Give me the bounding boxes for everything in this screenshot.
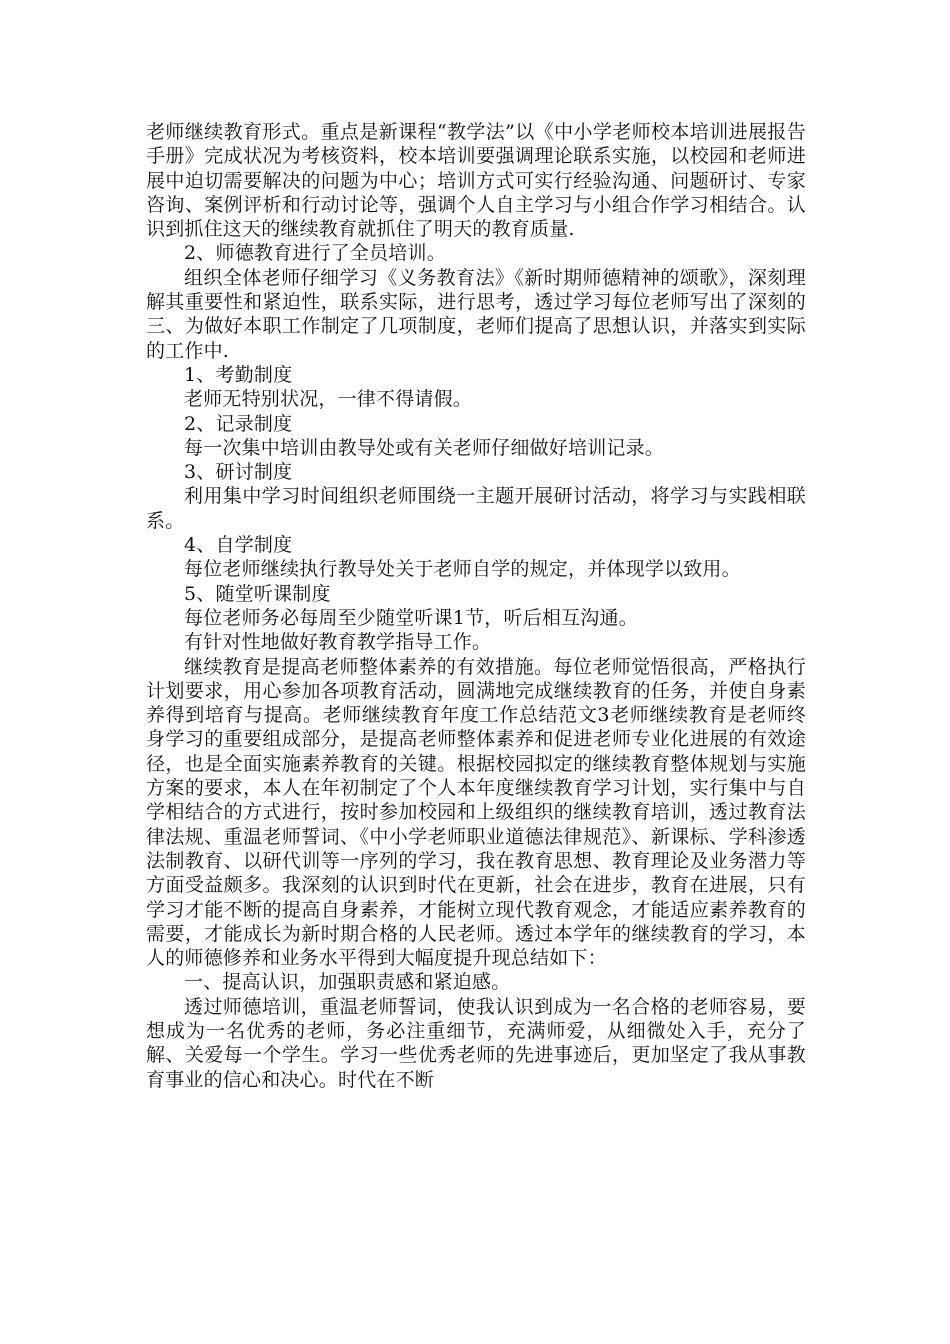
- paragraph-5: 老师无特别状况，一律不得请假。: [184, 388, 473, 411]
- paragraph-13: 每位老师务必每周至少随堂听课1节，听后相互沟通。: [184, 606, 638, 629]
- paragraph-11: 每位老师继续执行教导处关于老师自学的规定，并体现学以致用。: [184, 558, 741, 581]
- paragraph-15: 继续教育是提高老师整体素养的有效措施。每位老师觉悟很高，严格执行计划要求，用心参加各项教育活动，圆满地完成继续教育的任务，并使自身素养得到培育与提高。老师继续教育年度工作总结范文3老师继续教育是老师终身学习的重要组成部分，是提高老师整体素养和促进老师专业化进展的有效途径，也是全面实施素养教育的关键。根据校园拟定的继续教育整体规划与实施方案的要求，本人在年初制定了个人本年度继续教育学习计划，实行集中与自学相结合的方式进行，按时参加校园和上级组织的继续教育培训，透过教育法律法规、重温老师誓词、《中小学老师职业道德法律规范》、新课标、学科渗透法制教育、以研代训等一序列的学习，我在教育思想、教育理论及业务潜力等方面受益颇多。我深刻的认识到时代在更新，社会在进步，教育在进展，只有学习才能不断的提高自身素养，才能树立现代教育观念，才能适应素养教育的需要，才能成长为新时期合格的人民老师。透过本学年的继续教育的学习，本人的师德修养和业务水平得到大幅度提升现总结如下：: [146, 655, 806, 970]
- document-body: [146, 120, 806, 1092]
- paragraph-3: 组织全体老师仔细学习《义务教育法》《新时期师德精神的颂歌》，深刻理解其重要性和紧迫性，联系实际，进行思考，透过学习每位老师写出了深刻的三、为做好本职工作制定了几项制度，老师们提高了思想认识，并落实到实际的工作中.: [146, 266, 806, 362]
- paragraph-14: 有针对性地做好教育教学指导工作。: [184, 631, 492, 654]
- paragraph-2: 2、师德教育进行了全员培训。: [184, 242, 446, 265]
- paragraph-4: 1、考勤制度: [184, 363, 293, 386]
- paragraph-1: 老师继续教育形式。重点是新课程“教学法”以《中小学老师校本培训进展报告手册》完成状况为考核资料，校本培训要强调理论联系实施，以校园和老师进展中迫切需要解决的问题为中心；培训方式可实行经验沟通、问题研讨、专家咨询、案例评析和行动讨论等，强调个人自主学习与小组合作学习相结合。认识到抓住这天的继续教育就抓住了明天的教育质量.: [146, 121, 806, 241]
- paragraph-8: 3、研讨制度: [184, 461, 293, 484]
- paragraph-12: 5、随堂听课制度: [184, 582, 331, 605]
- paragraph-9: 利用集中学习时间组织老师围绕一主题开展研讨活动，将学习与实践相联系。: [146, 485, 806, 532]
- paragraph-10: 4、自学制度: [184, 534, 293, 557]
- paragraph-6: 2、记录制度: [184, 412, 293, 435]
- paragraph-16: 一、提高认识，加强职责感和紧迫感。: [184, 971, 511, 994]
- paragraph-17: 透过师德培训，重温老师誓词，使我认识到成为一名合格的老师容易，要想成为一名优秀的老师，务必注重细节，充满师爱，从细微处入手，充分了解、关爱每一个学生。学习一些优秀老师的先进事迹后，更加坚定了我从事教育事业的信心和决心。时代在不断: [146, 995, 806, 1091]
- paragraph-7: 每一次集中培训由教导处或有关老师仔细做好培训记录。: [184, 436, 665, 459]
